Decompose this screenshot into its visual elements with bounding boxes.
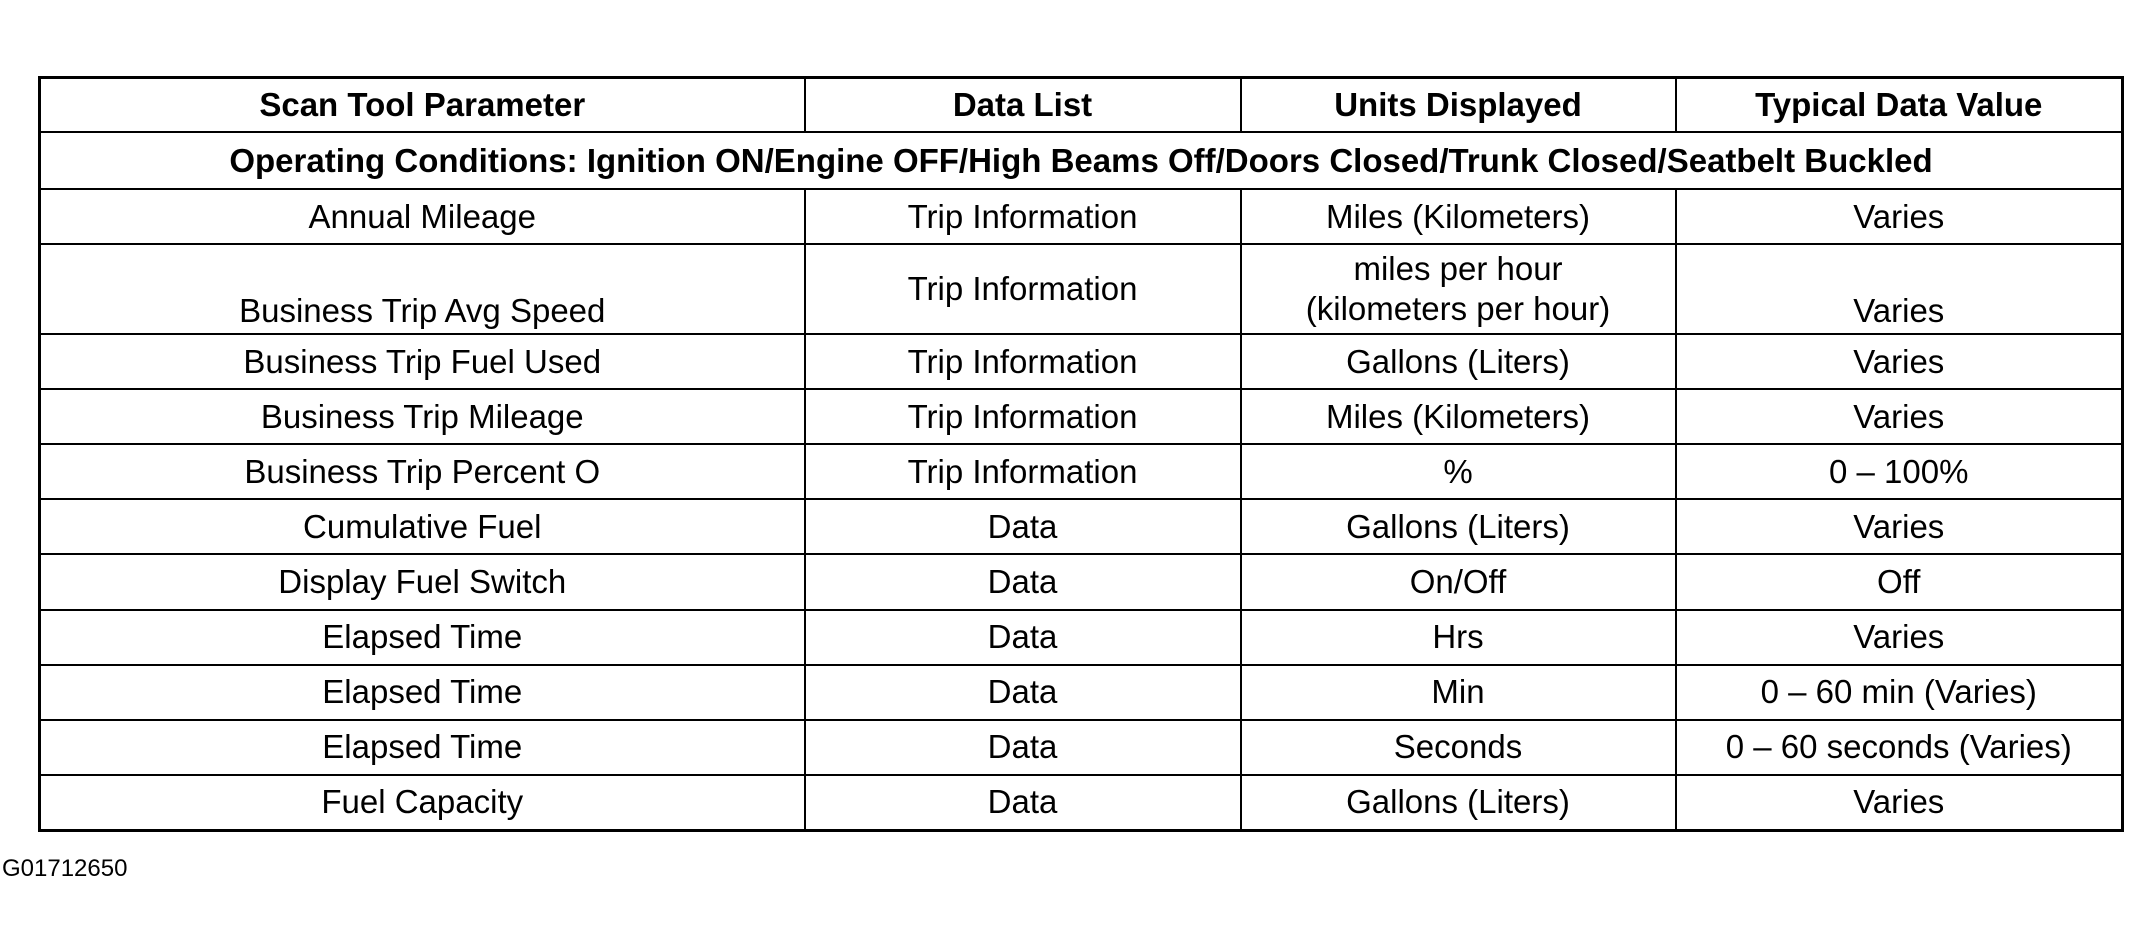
cell-value: Off	[1676, 554, 2123, 609]
figure-id: G01712650	[2, 855, 128, 882]
table-row	[40, 720, 2123, 775]
cell-parameter: Business Trip Percent O	[40, 444, 805, 499]
table-row	[40, 244, 2123, 334]
table-row	[40, 499, 2123, 554]
cell-units: Gallons (Liters)	[1241, 334, 1676, 389]
cell-value: Varies	[1676, 244, 2123, 334]
cell-value: Varies	[1676, 610, 2123, 665]
table-row	[40, 334, 2123, 389]
table-row	[40, 389, 2123, 444]
cell-value: Varies	[1676, 334, 2123, 389]
cell-units: On/Off	[1241, 554, 1676, 609]
cell-data-list: Data	[805, 775, 1241, 831]
cell-units: Miles (Kilometers)	[1241, 389, 1676, 444]
header-scan-tool-parameter: Scan Tool Parameter	[40, 78, 805, 133]
cell-parameter: Annual Mileage	[40, 189, 805, 244]
table-row	[40, 665, 2123, 720]
cell-value: 0 – 100%	[1676, 444, 2123, 499]
cell-data-list: Trip Information	[805, 444, 1241, 499]
cell-parameter: Business Trip Mileage	[40, 389, 805, 444]
cell-data-list: Data	[805, 499, 1241, 554]
cell-units-line2: (kilometers per hour)	[1305, 290, 1611, 328]
cell-units-line1: miles per hour	[1353, 250, 1563, 288]
cell-units: Seconds	[1241, 720, 1676, 775]
cell-parameter: Elapsed Time	[40, 665, 805, 720]
cell-units: Min	[1241, 665, 1676, 720]
table-row	[40, 775, 2123, 831]
header-typical-data-value: Typical Data Value	[1676, 78, 2123, 133]
cell-data-list: Data	[805, 665, 1241, 720]
header-units-displayed: Units Displayed	[1241, 78, 1676, 133]
header-row	[40, 78, 2123, 133]
table-row	[40, 444, 2123, 499]
table-row	[40, 610, 2123, 665]
cell-value: 0 – 60 seconds (Varies)	[1676, 720, 2123, 775]
header-data-list: Data List	[805, 78, 1241, 133]
cell-units: Hrs	[1241, 610, 1676, 665]
cell-units: Gallons (Liters)	[1241, 775, 1676, 831]
cell-parameter: Fuel Capacity	[40, 775, 805, 831]
cell-parameter: Elapsed Time	[40, 720, 805, 775]
cell-data-list: Data	[805, 554, 1241, 609]
cell-value: Varies	[1676, 775, 2123, 831]
cell-parameter: Display Fuel Switch	[40, 554, 805, 609]
table-row	[40, 189, 2123, 244]
cell-units: Miles (Kilometers)	[1241, 189, 1676, 244]
cell-data-list: Trip Information	[805, 244, 1241, 334]
scan-tool-data-table	[38, 76, 2124, 832]
cell-units: Gallons (Liters)	[1241, 499, 1676, 554]
cell-data-list: Trip Information	[805, 334, 1241, 389]
cell-units: %	[1241, 444, 1676, 499]
cell-value: Varies	[1676, 189, 2123, 244]
cell-parameter: Business Trip Fuel Used	[40, 334, 805, 389]
cell-data-list: Data	[805, 720, 1241, 775]
cell-parameter: Business Trip Avg Speed	[40, 244, 805, 334]
cell-value: Varies	[1676, 499, 2123, 554]
cell-units	[1241, 244, 1676, 334]
cell-data-list: Data	[805, 610, 1241, 665]
cell-data-list: Trip Information	[805, 389, 1241, 444]
cell-parameter: Cumulative Fuel	[40, 499, 805, 554]
cell-data-list: Trip Information	[805, 189, 1241, 244]
table-row	[40, 554, 2123, 609]
operating-conditions: Operating Conditions: Ignition ON/Engine OFF/High Beams Off/Doors Closed/Trunk Closed/Seatbelt Buckled	[40, 132, 2123, 189]
cell-value: 0 – 60 min (Varies)	[1676, 665, 2123, 720]
cell-value: Varies	[1676, 389, 2123, 444]
cell-parameter: Elapsed Time	[40, 610, 805, 665]
operating-conditions-row	[40, 132, 2123, 189]
